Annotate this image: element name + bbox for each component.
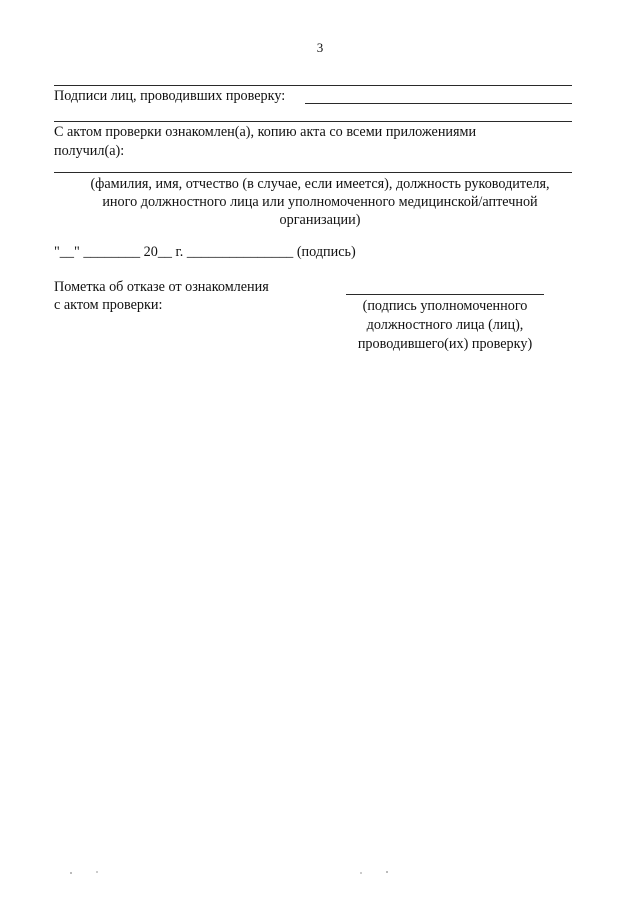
official-signature-blank	[346, 294, 544, 295]
date-signature-blank: _______________	[186, 244, 294, 260]
date-line	[54, 244, 356, 261]
date-year: 20__ г.	[143, 244, 184, 260]
date-signature-label: (подпись)	[296, 244, 356, 260]
top-rule	[54, 85, 572, 86]
date-month: ________	[83, 244, 141, 260]
caption-line-3: организации)	[279, 212, 361, 228]
refusal-line-1: Пометка об отказе от ознакомления	[54, 279, 269, 295]
scan-speck	[386, 871, 388, 873]
official-signature-caption	[320, 297, 570, 354]
scan-speck	[70, 872, 72, 874]
name-caption	[40, 175, 600, 229]
acquaint-line-2: получил(а):	[54, 143, 125, 159]
official-line-1: (подпись уполномоченного	[362, 298, 528, 314]
page-number: 3	[316, 40, 324, 55]
scan-speck	[96, 871, 98, 873]
acquaint-line-1: С актом проверки ознакомлен(а), копию акта со всеми приложениями	[54, 124, 477, 140]
signatures-second-rule	[54, 121, 572, 122]
caption-line-2: иного должностного лица или уполномоченного медицинской/аптечной	[102, 194, 538, 210]
refusal-note	[54, 278, 269, 314]
official-line-2: должностного лица (лиц),	[366, 317, 524, 333]
refusal-line-2: с актом проверки:	[54, 297, 163, 313]
official-line-3: проводившего(их) проверку)	[357, 336, 533, 352]
signatures-blank	[305, 103, 572, 104]
caption-line-1: (фамилия, имя, отчество (в случае, если имеется), должность руководителя,	[90, 176, 550, 192]
signatures-label: Подписи лиц, проводивших проверку:	[54, 88, 286, 104]
acquaint-paragraph	[54, 123, 574, 161]
date-day: "__"	[54, 244, 80, 260]
name-rule	[54, 172, 572, 173]
scan-speck	[360, 872, 362, 874]
